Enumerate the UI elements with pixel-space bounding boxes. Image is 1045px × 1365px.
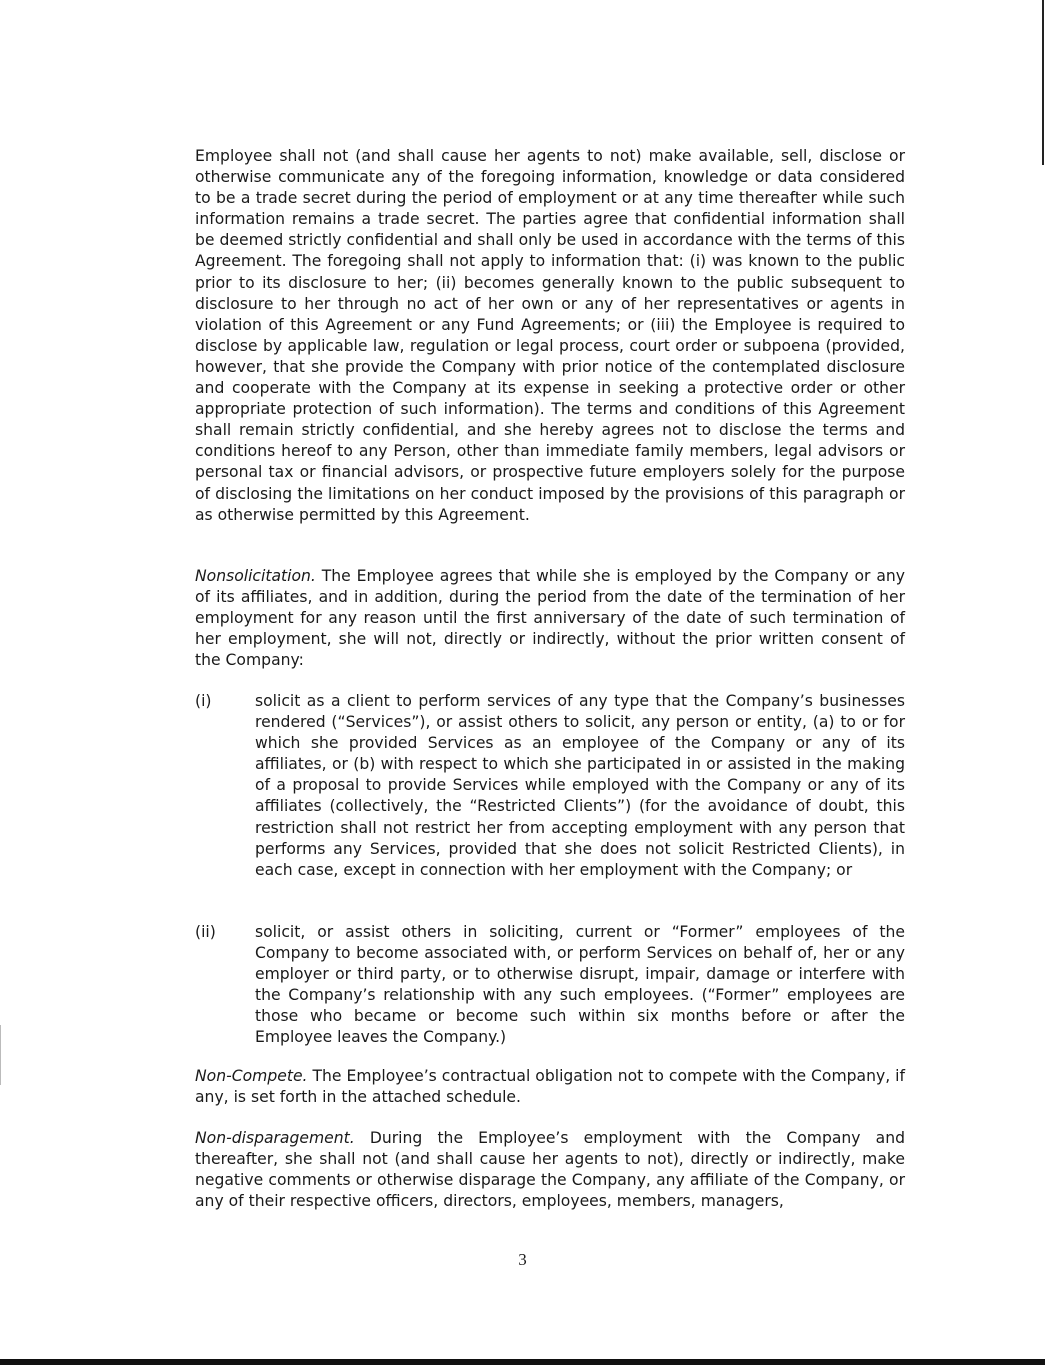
non-disparagement-text: During the Employee’s employment with the Company and thereafter, she shall not (and shall cause her agents to not), directly or indirectly, make negative comments or otherwise disparage the Company, any affiliate of the Company, or any of their respective officers, directors, employees, members, managers, [195,1129,905,1211]
nonsolicitation-text: The Employee agrees that while she is employed by the Company or any of its affiliates, and in addition, during the period from the date of the termination of her employment for any reason until the first anniversary of the date of such termination of her employment, she will not, directly or indirectly, without the prior written consent of the Company: [195,567,905,670]
non-compete-text: The Employee’s contractual obligation not to compete with the Company, if any, is set forth in the attached schedule. [195,1067,905,1107]
nonsolicitation-paragraph [195,566,905,671]
list-marker: (i) [195,692,212,710]
list-item-text: solicit as a client to perform services of any type that the Company’s businesses rendered (“Services”), or assist others to solicit, any person or entity, (a) to or for which she provided Services as an employee of the Company or any of its affiliates, or (b) with respect to which she participated in or assisted in the making of a proposal to provide Services while employed with the Company or any of its affiliates (collectively, the “Restricted Clients”) (for the avoidance of doubt, this restriction shall not restrict her from accepting employment with any person that performs any Services, provided that she does not solicit Restricted Clients), in each case, except in connection with her employment with the Company; or [255,692,905,879]
scan-edge-line [1042,0,1044,165]
non-disparagement-paragraph [195,1128,905,1212]
list-item [195,691,905,881]
scan-edge-mark [0,1025,1,1085]
non-compete-paragraph [195,1066,905,1108]
nonsolicitation-heading: Nonsolicitation. [195,567,316,585]
list-item [195,922,905,1049]
list-marker: (ii) [195,923,216,941]
scan-bottom-edge [0,1359,1045,1365]
page-number: 3 [518,1250,527,1269]
list-item-text: solicit, or assist others in soliciting, current or “Former” employees of the Company to become associated with, or perform Services on behalf of, her or any employer or third party, or to otherwise disrupt, impair, damage or interfere with the Company’s relationship with any such employees. (“Former” employees are those who became or become such within six months before or after the Employee leaves the Company.) [255,923,905,1047]
confidentiality-paragraph: Employee shall not (and shall cause her agents to not) make available, sell, disclose or otherwise communicate any of the foregoing information, knowledge or data considered to be a trade secret during the period of employment or at any time thereafter while such information remains a trade secret. The parties agree that confidential information shall be deemed strictly confidential and shall only be used in accordance with the terms of this Agreement. The foregoing shall not apply to information that: (i) was known to the public prior to its disclosure to her; (ii) becomes generally known to the public subsequent to disclosure to her through no act of her own or any of her representatives or agents in violation of this Agreement or any Fund Agreements; or (iii) the Employee is required to disclose by applicable law, regulation or legal process, court order or subpoena (provided, however, that she provide the Company with prior notice of the contemplated disclosure and cooperate with the Company at its expense in seeking a protective order or other appropriate protection of such information). The terms and conditions of this Agreement shall remain strictly confidential, and she hereby agrees not to disclose the terms and conditions hereof to any Person, other than immediate family members, legal advisors or personal tax or financial advisors, or prospective future employers solely for the purpose of disclosing the limitations on her conduct imposed by the provisions of this paragraph or as otherwise permitted by this Agreement. [195,147,905,524]
non-disparagement-heading: Non-disparagement. [195,1129,355,1147]
non-compete-heading: Non-Compete. [195,1067,308,1085]
